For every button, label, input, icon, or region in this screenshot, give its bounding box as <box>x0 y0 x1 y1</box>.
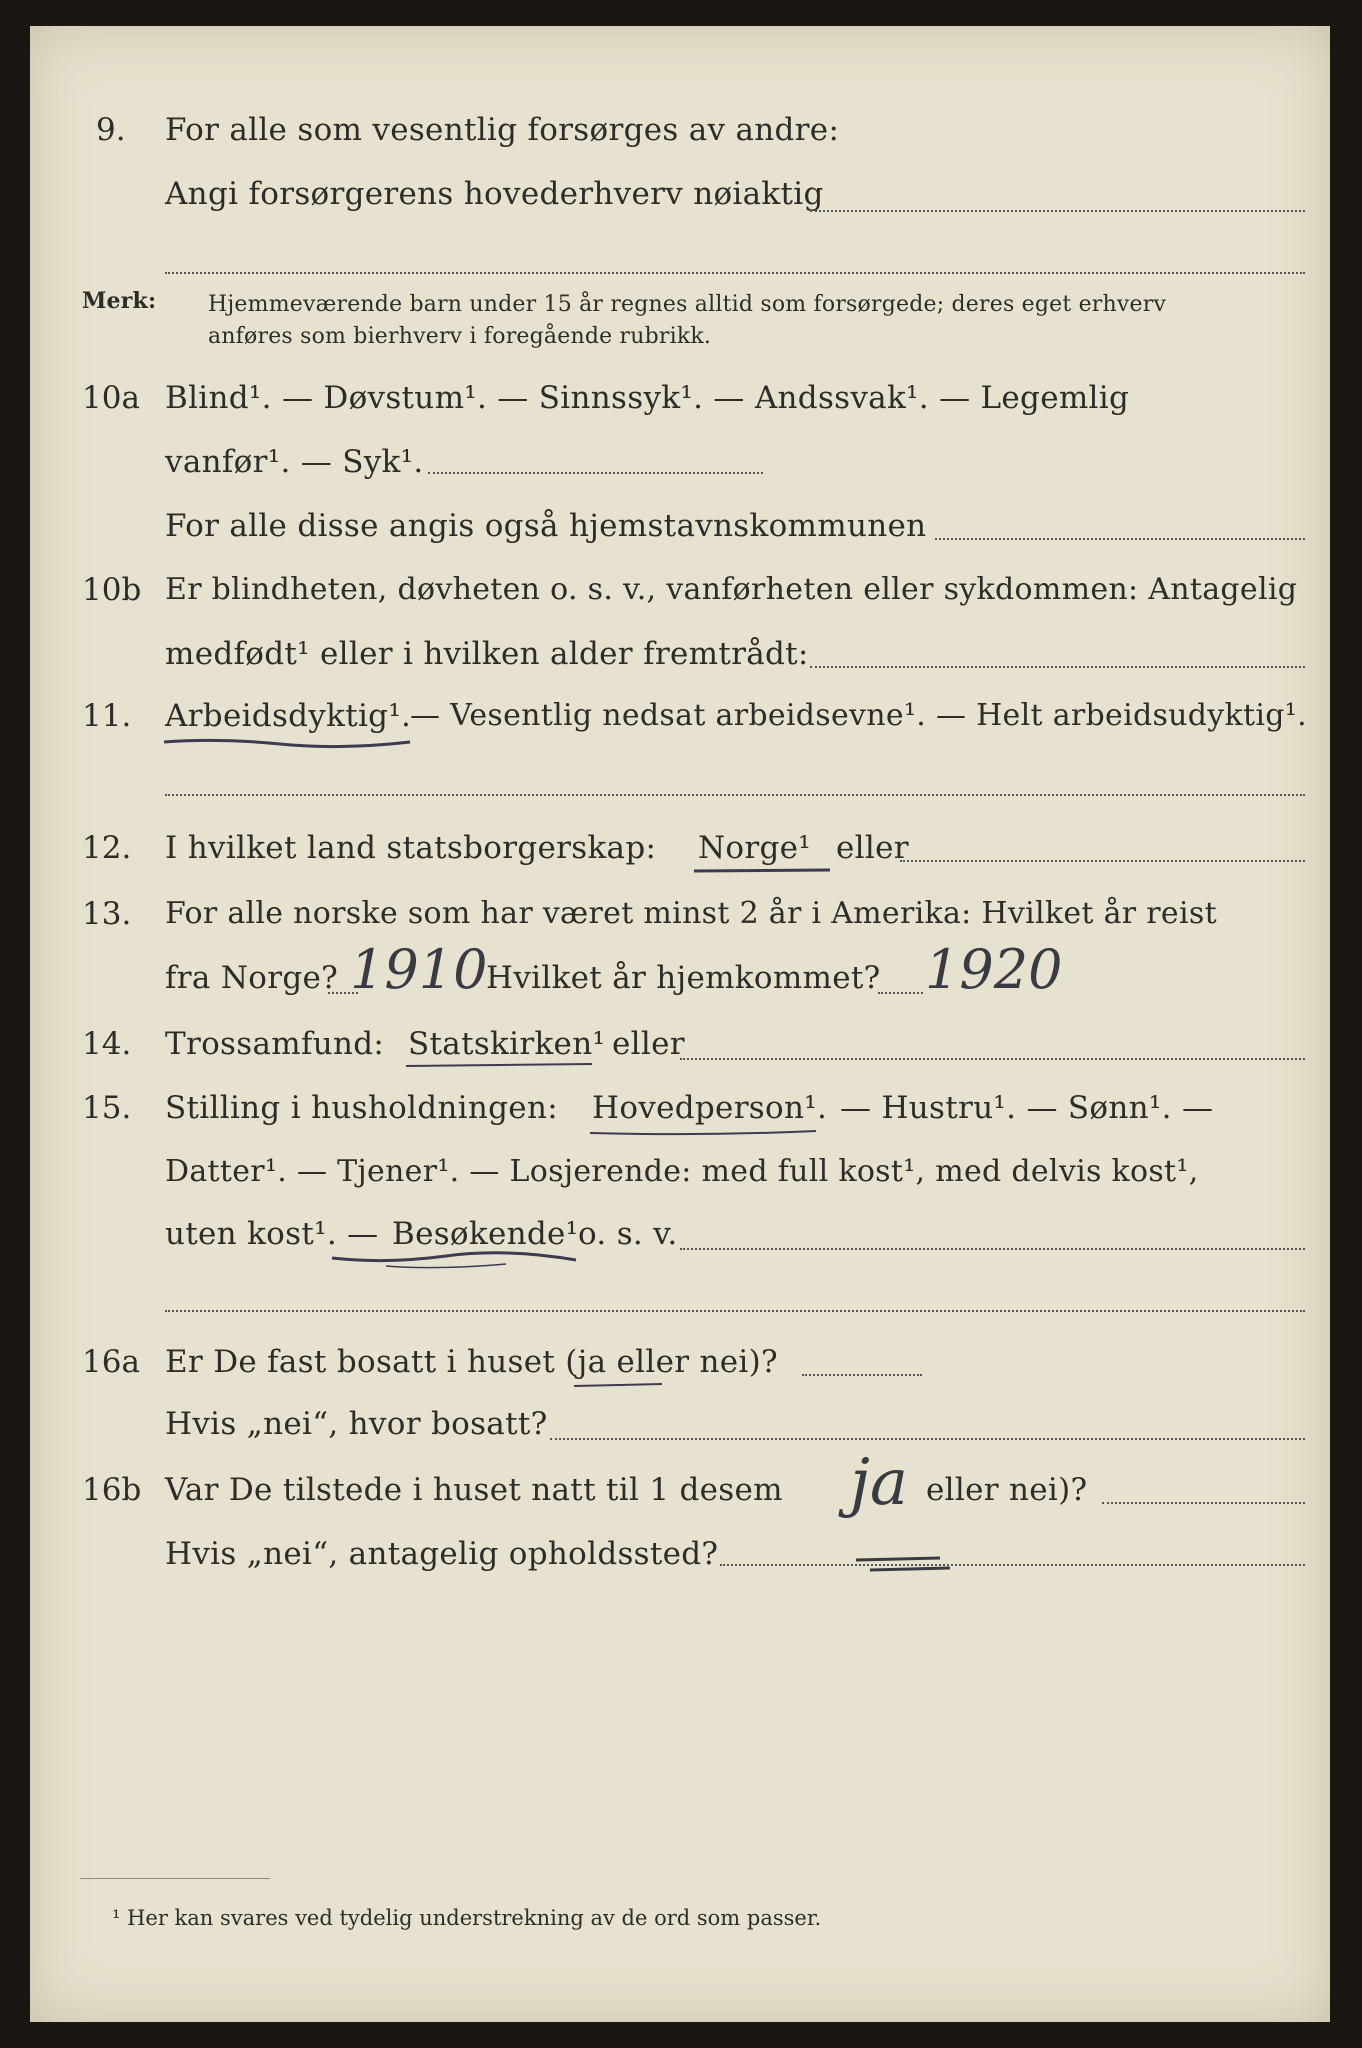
q13-prefix: fra Norge? <box>165 960 339 996</box>
q16b-line1b: eller nei)? <box>926 1472 1088 1508</box>
q13-line1: For alle norske som har været minst 2 år i Amerika: Hvilket år reist <box>165 896 1217 931</box>
q15-number: 15. <box>82 1090 132 1126</box>
q14-answer-line <box>680 1058 1305 1060</box>
q10a-answer-line <box>428 472 763 474</box>
q15-prefix3: uten kost¹. — <box>165 1216 379 1252</box>
q15-answer-line-2 <box>165 1310 1305 1312</box>
q10a-number: 10a <box>82 380 140 416</box>
q16a-underline-ja <box>570 1378 670 1392</box>
q15-answer-line <box>680 1248 1305 1250</box>
q15-option-besokende: Besøkende¹ <box>392 1216 579 1252</box>
q9-answer-line-2 <box>165 272 1305 274</box>
q12-number: 12. <box>82 830 132 866</box>
q13-answer-hjemkommet: 1920 <box>925 938 1063 1001</box>
q12-underline-mark <box>690 864 840 878</box>
q11-option-arbeidsdyktig: Arbeidsdyktig¹. <box>165 698 412 734</box>
q10b-line1: Er blindheten, døvheten o. s. v., vanførheten eller sykdommen: Antagelig <box>165 572 1298 607</box>
q15-suffix3: o. s. v. <box>578 1216 678 1252</box>
q16b-handwritten-answer: ja <box>850 1446 908 1520</box>
q16b-line1a: Var De tilstede i huset natt til 1 desem <box>165 1472 783 1508</box>
q16a-bosatt-line <box>550 1438 1305 1440</box>
census-form-page <box>30 26 1330 2022</box>
q16a-line1: Er De fast bosatt i huset (ja eller nei)? <box>165 1344 778 1380</box>
q15-rest1: — Hustru¹. — Sønn¹. — <box>840 1090 1214 1126</box>
q10b-line2: medfødt¹ eller i hvilken alder fremtrådt: <box>165 636 809 672</box>
q12-suffix: eller <box>836 830 909 866</box>
q14-prefix: Trossamfund: <box>165 1026 385 1062</box>
merk-line2: anføres som bierhverv i foregående rubrikk. <box>208 324 712 349</box>
q16b-number: 16b <box>82 1472 142 1508</box>
q16a-line2: Hvis „nei“, hvor bosatt? <box>165 1406 548 1442</box>
q9-number: 9. <box>96 112 126 148</box>
q13-answer-reist: 1910 <box>350 938 488 1001</box>
q15-underline-mark <box>586 1126 826 1140</box>
q10a-kommune-line <box>935 538 1305 540</box>
q16b-answer-line <box>1102 1502 1305 1504</box>
q14-number: 14. <box>82 1026 132 1062</box>
q12-prefix: I hvilket land statsborgerskap: <box>165 830 657 866</box>
q9-line1: For alle som vesentlig forsørges av andre: <box>165 112 840 148</box>
q14-underline-mark <box>402 1058 602 1072</box>
q14-option-statskirken: Statskirken¹ <box>408 1026 606 1062</box>
q15-underline-besokende <box>326 1246 586 1272</box>
q11-number: 11. <box>82 698 132 734</box>
q10b-answer-line <box>810 666 1305 668</box>
q16a-number: 16a <box>82 1344 140 1380</box>
merk-line1: Hjemmeværende barn under 15 år regnes alltid som forsørgede; deres eget erhverv <box>208 292 1167 317</box>
q15-line2: Datter¹. — Tjener¹. — Losjerende: med full kost¹, med delvis kost¹, <box>165 1154 1199 1189</box>
q15-option-hovedperson: Hovedperson¹. <box>592 1090 828 1126</box>
q16a-answer-line <box>802 1374 922 1376</box>
q15-prefix: Stilling i husholdningen: <box>165 1090 558 1126</box>
q10b-number: 10b <box>82 572 142 608</box>
q10a-line3: For alle disse angis også hjemstavnskommunen <box>165 508 927 544</box>
q11-underline-mark <box>160 734 420 750</box>
q9-line2: Angi forsørgerens hovederhverv nøiaktig <box>165 176 824 212</box>
q16b-line2: Hvis „nei“, antagelig opholdssted? <box>165 1536 719 1572</box>
footnote-rule <box>80 1878 270 1879</box>
q11-answer-line <box>165 794 1305 796</box>
q14-suffix: eller <box>612 1026 685 1062</box>
q12-option-norge: Norge¹ <box>698 830 812 866</box>
q13-right-line <box>878 992 923 994</box>
q11-rest: — Vesentlig nedsat arbeidsevne¹. — Helt arbeidsudyktig¹. <box>410 698 1307 733</box>
footnote: ¹ Her kan svares ved tydelig understrekning av de ord som passer. <box>112 1906 822 1930</box>
q16b-opholdssted-line <box>720 1564 1305 1566</box>
q12-answer-line <box>900 860 1305 862</box>
q13-middle: Hvilket år hjemkommet? <box>486 960 881 996</box>
q9-answer-line <box>810 210 1305 212</box>
q10a-line1: Blind¹. — Døvstum¹. — Sinnssyk¹. — Andssvak¹. — Legemlig <box>165 380 1130 416</box>
q10a-line2: vanfør¹. — Syk¹. <box>165 444 424 480</box>
merk-label: Merk: <box>82 288 157 314</box>
q13-number: 13. <box>82 896 132 932</box>
